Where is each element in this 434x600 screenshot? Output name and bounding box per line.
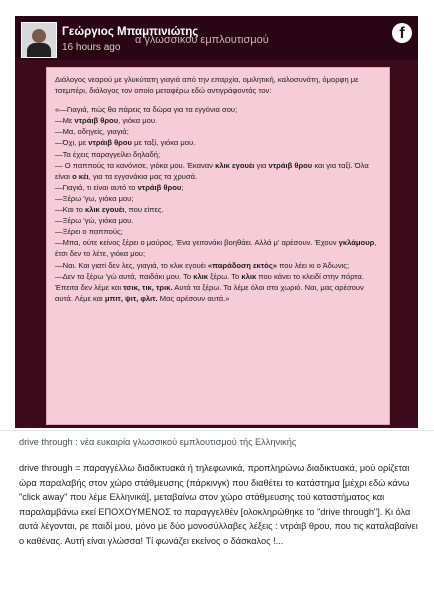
dialogue-text: Μας αρέσουν αυτά.»: [157, 293, 230, 303]
banner-title: α γλωσσικού εμπλουτισμού: [135, 34, 269, 46]
facebook-icon[interactable]: f: [392, 23, 412, 43]
dialogue-line: [55, 126, 381, 137]
dialogue-emphasis: γκλάμουρ: [338, 238, 375, 248]
dialogue-line: [55, 115, 381, 126]
dialogue-text: —Μα, οδηγείς, γιαγιά;: [55, 127, 129, 137]
dialogue-emphasis: κλικ εγουέι: [84, 205, 125, 215]
dialogue-text: ;: [181, 182, 184, 192]
dialogue-line: [55, 160, 381, 182]
dialogue-text: —Και το: [55, 205, 85, 215]
dialogue-emphasis: ο κέι: [72, 171, 89, 181]
dialogue-text: ξέρω. Το: [208, 271, 242, 281]
dialogue-emphasis: κλικ εγουέι: [215, 160, 255, 170]
dialogue-text: —Δεν τα ξέρω 'γώ αυτά, παιδάκι μου. Το: [55, 271, 194, 281]
dialogue-text: —Γιαγιά, τι είναι αυτό το: [55, 182, 138, 192]
dialogue-emphasis: ντράιβ θρου: [268, 160, 313, 170]
post-image[interactable]: [15, 16, 418, 428]
dialogue-emphasis: ντράιβ θρου: [88, 138, 132, 148]
dialogue-emphasis: κλικ: [193, 271, 209, 281]
dialogue-line: [55, 193, 381, 204]
quote-card: [46, 67, 390, 425]
dialogue-emphasis: μπιτ, ψιτ, φλιτ.: [104, 293, 158, 303]
quote-text: [55, 74, 381, 304]
dialogue-text: —Ξέρει ο παππούς;: [55, 227, 123, 237]
dialogue-text: που λέει κι ο Άδωνις;: [277, 260, 350, 270]
dialogue-line: [55, 215, 381, 226]
dialogue-text: , για τα εγγονάκια μας τα χρυσά.: [88, 171, 198, 181]
dialogue-text: —Με: [55, 116, 75, 126]
post-time[interactable]: 16 hours ago: [62, 42, 121, 53]
dialogue-text: «—Γιαγιά, πώς θα πάρεις τα δώρα για τα εγγόνια σου;: [55, 105, 238, 115]
avatar-body: [27, 43, 51, 58]
author-name[interactable]: Γεώργιος Μπαμπινιώτης: [62, 26, 199, 38]
dialogue-line: [55, 182, 381, 193]
dialogue-line: [55, 237, 381, 259]
dialogue-line: [55, 204, 381, 215]
dialogue-text: —Τα έχεις παραγγείλει δηλαδή;: [55, 149, 161, 159]
dialogue-line: [55, 149, 381, 160]
divider: [0, 430, 434, 431]
dialogue-line: [55, 260, 381, 271]
post-body: [19, 461, 419, 549]
post-caption: drive through : νέα ευκαιρία γλωσσικού εμπλουτισμού τής Ελληνικής: [19, 437, 297, 447]
dialogue-text: με ταξί, γιόκα μου.: [131, 138, 196, 148]
dialogue-emphasis: «παράδοση εκτός»: [207, 260, 277, 270]
dialogue-text: —Όχι, με: [55, 138, 89, 148]
dialogue-text: για: [254, 160, 269, 170]
dialogue-emphasis: τσικ, τικ, τρικ.: [123, 282, 173, 292]
dialogue-text: —Μπα, ούτε κείνος ξέρει ο μαύρος. Ένα γειτονάκι βοηθάει. Αλλά μ' αρέσουν. Έχουν: [55, 238, 339, 248]
dialogue-text: — Ο παππούς τα κανόνισε, γιόκα μου. Έκαναν: [55, 160, 216, 170]
dialogue-text: , έτσι δεν το λέτε, γιόκα μου;: [55, 238, 377, 259]
dialogue-text: Αυτά τα ξέρω. Τα λέμε όλοι στο χωριό. Ναι, μας αρέσουν αυτά. Λέμε και: [55, 282, 364, 303]
dialogue-line: [55, 137, 381, 148]
dialogue-text: που κάνει το κλειδί στην πόρτα. Έπειτα δεν λέμε και: [55, 271, 364, 292]
avatar-head: [32, 29, 46, 43]
dialogue-text: —Ναι. Και γιατί δεν λες, γιαγιά, το κλικ εγουέι: [55, 260, 208, 270]
dialogue-line: [55, 271, 381, 304]
dialogue-line: [55, 104, 381, 115]
post-body-text: drive through = παραγγέλλω διαδικτυακά ή τηλεφωνικά, προπληρώνω διαδικτυακά, μού ορίζεται ώρα παραλαβής στον χώρο στάθμευσης (πάρκινγκ) που διαθέτει το κατάστημα [μέχρι εδώ κάνω "click away" που λέμε Ελληνικά], μεταβαίνω στον χώρο στάθμευσης τού καταστήματος και παραλαμβάνω εκεί ΕΠΟΧΟΥΜΕΝΟΣ το παραγγελθέν [ολοκληρώθηκε το "drive through"]. Κι όλα αυτά λέγονται, ρε παιδί μου, μόνο με δύο μονοσύλλαβες λέξεις : ντράιβ θρου, που τις καταλαβαίνει ο καθένας. Αυτή είναι γλώσσα! Τί φωνάζει εκείνος ο δάσκαλος !...: [19, 463, 418, 546]
dialogue-emphasis: κλικ: [241, 271, 257, 281]
dialogue-text: —Ξέρω 'γω, γιόκα μου;: [55, 193, 134, 203]
dialogue-text: , γιόκα μου.: [118, 116, 158, 126]
quote-intro: Διάλογος νεαρού με γλυκύτατη γιαγιά από την επαρχία, ομιλητική, καλοσυνάτη, όμορφη με τσεμπέρι, διάλογος τον οποίο μεταφέρω εδώ αντιγράφοντάς τον:: [55, 75, 359, 96]
paragraph-gap: [55, 96, 381, 104]
dialogue-emphasis: ντράιβ θρου: [137, 182, 182, 192]
dialogue-text: , που είπες.: [124, 205, 164, 215]
avatar[interactable]: [21, 22, 57, 58]
dialogue-emphasis: ντράιβ θρου: [74, 116, 119, 126]
image-background: [15, 16, 418, 428]
dialogue-text: και για ταξί. Όλα είναι: [55, 160, 369, 181]
dialogue-line: [55, 226, 381, 237]
dialogue-text: —Ξέρω 'γώ, γιόκα μου.: [55, 216, 134, 226]
image-banner: [15, 16, 418, 60]
